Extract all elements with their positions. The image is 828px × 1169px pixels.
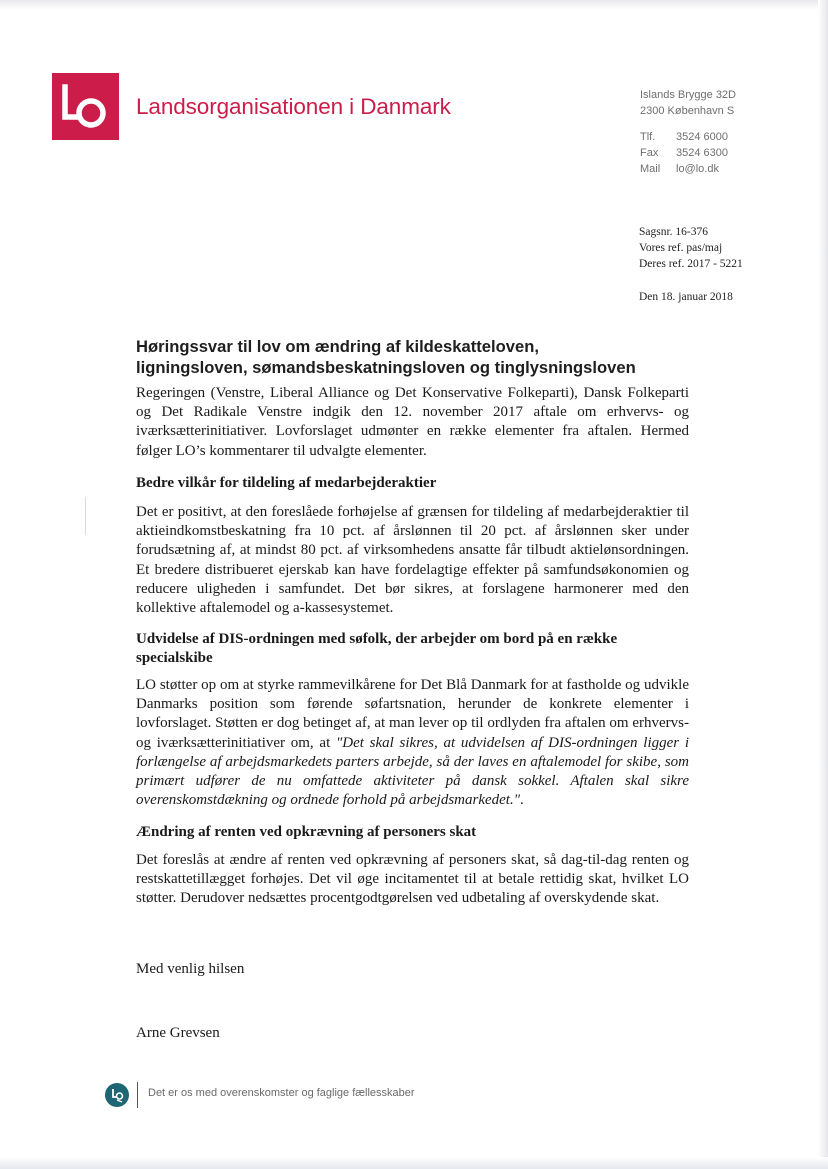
contact-value: 3524 6300 xyxy=(676,147,728,159)
section-heading: Udvidelse af DIS-ordningen med søfolk, der arbejder om bord på en række specialskibe xyxy=(136,631,618,667)
contact-label: Tlf. xyxy=(640,131,656,143)
margin-mark xyxy=(85,497,86,535)
contact-fax xyxy=(640,145,736,161)
footer-divider xyxy=(137,1082,138,1108)
body-text: LO støtter op om at styrke rammevilkårene for Det Blå Danmark for at fastholde og udvikle Danmarks position som førende søfartsnation, herunder de konkrete elementer i lovforslaget. Støtten er dog betinget af, at man lever op til ordlyden fra aftalen om erhvervs- og iværksætterinitiativer om, at xyxy=(136,677,689,751)
section-body: Det foreslås at ændre af renten ved opkrævning af personers skat, så dag-til-dag renten og restskattetillægget forhøjes. Det vil øge incitamentet til at betale rettidig skat, hvilket LO støtter. Derudover nedsættes procentgodtgørelsen ved udbetaling af overskydende skat. xyxy=(136,852,689,907)
body-end: . xyxy=(520,792,524,809)
case-number: Sagsnr. 16-376 xyxy=(639,226,708,238)
your-reference: Deres ref. 2017 - 5221 xyxy=(639,258,743,270)
contact-value: 3524 6000 xyxy=(676,131,728,143)
reference-block xyxy=(639,224,743,272)
lo-logo xyxy=(52,73,119,140)
intro-paragraph: Regeringen (Venstre, Liberal Alliance og Det Konservative Folkeparti), Dansk Folkeparti og Det Radikale Venstre indgik den 12. november 2017 aftale om erhvervs- og iværksætterinitiativer. Lovforslaget udmønter en række elementer fra aftalen. Hermed følger LO’s kommentarer til udvalgte elementer. xyxy=(136,385,689,459)
contact-value: lo@lo.dk xyxy=(676,163,719,175)
scan-edge-right xyxy=(818,0,828,1169)
scan-edge-top xyxy=(0,0,828,10)
footer-slogan: Det er os med overenskomster og faglige fællesskaber xyxy=(148,1087,415,1099)
letter-date: Den 18. januar 2018 xyxy=(639,291,733,303)
contact-label: Fax xyxy=(640,147,659,159)
contact-label: Mail xyxy=(640,163,661,175)
scan-edge-bottom xyxy=(0,1157,828,1169)
title-line: Høringssvar til lov om ændring af kildeskatteloven, xyxy=(136,337,539,356)
document-title xyxy=(136,336,696,378)
contact-mail xyxy=(640,161,736,177)
our-reference: Vores ref. pas/maj xyxy=(639,242,723,254)
section-body: Det er positivt, at den foreslåede forhøjelse af grænsen for tildeling af medarbejderaktier til aktieindkomstbeskatning fra 10 pct. af årslønnen til 20 pct. af årslønnen sker under forudsætning af, at mindst 80 pct. af virksomhedens ansatte får tilbudt aktielønsordningen. Et bredere distribueret ejerskab kan have fordelagtige effekter på samfundsøkonomien og reducere uligheden i samfundet. Det bør sikres, at forslagene harmonerer med den kollektive aftalemodel og a-kassesystemet. xyxy=(136,504,689,617)
signature-name: Arne Grevsen xyxy=(136,1025,220,1041)
title-line: ligningsloven, sømandsbeskatningsloven og tinglysningsloven xyxy=(136,358,636,377)
section-body xyxy=(136,676,689,810)
quoted-agreement: "Det skal sikres, at udvidelsen af DIS-ordningen ligger i forlængelse af arbejdsmarkedets parters arbejde, så der laves en aftalemodel for skibe, som primært udfører de nu omfattede aktiviteter på dansk sokkel. Aftalen skal sikre overenskomstdækning og ordnede forhold på arbejdsmarkedet." xyxy=(136,734,690,809)
section-heading: Ændring af renten ved opkrævning af personers skat xyxy=(136,824,477,840)
lo-emblem-icon xyxy=(105,1083,129,1107)
contact-phone xyxy=(640,129,736,145)
org-name: Landsorganisationen i Danmark xyxy=(136,94,451,119)
address-street: Islands Brygge 32D xyxy=(640,89,736,101)
address-city: 2300 København S xyxy=(640,105,735,117)
contact-block xyxy=(640,87,736,177)
section-heading: Bedre vilkår for tildeling af medarbejderaktier xyxy=(136,475,437,491)
closing-greeting: Med venlig hilsen xyxy=(136,961,245,977)
